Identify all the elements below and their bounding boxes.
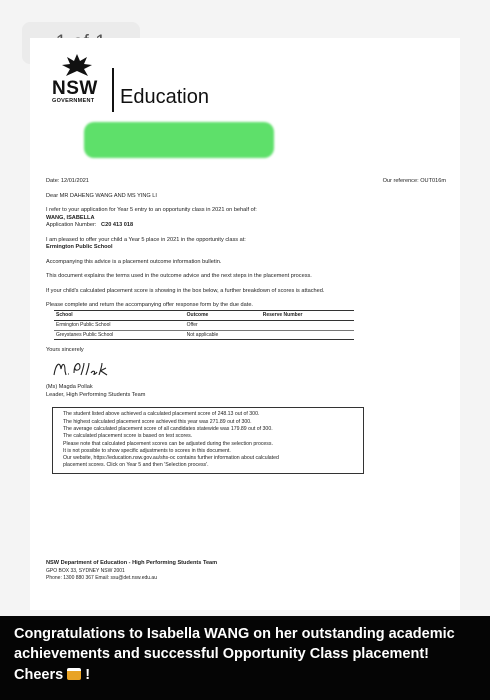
table-header-school: School (54, 311, 185, 321)
letter-salutation: Dear MR DAHENG WANG AND MS YING LI (46, 192, 157, 199)
footer-org: NSW Department of Education - High Performing Students Team (46, 560, 218, 566)
logo-nsw-text: NSW (52, 78, 98, 99)
table-row (54, 330, 354, 340)
nsw-education-logo (52, 52, 232, 112)
footer-address: GPO BOX 33, SYDNEY NSW 2001 (46, 567, 125, 574)
letter-date: Date: 12/01/2021 (46, 178, 89, 184)
logo-education-text: Education (120, 86, 209, 108)
table-cell (261, 330, 354, 340)
score-line: Our website, https://education.nsw.gov.au/shs-oc contains further information about calculated (63, 455, 279, 462)
paragraph-explains: This document explains the terms used in the outcome advice and the next steps in the placement process. (46, 273, 312, 280)
score-line: Please note that calculated placement scores can be adjusted during the selection process. (63, 440, 273, 447)
paragraph-bulletin: Accompanying this advice is a placement outcome information bulletin. (46, 258, 222, 265)
placement-table (54, 310, 354, 340)
table-header-outcome: Outcome (185, 311, 261, 321)
waratah-logo-icon (60, 52, 94, 78)
score-box (52, 407, 364, 473)
caption-text: Congratulations to Isabella WANG on her outstanding academic achievements and successful Opportunity Class placement! Cheers (14, 626, 455, 683)
score-line: The highest calculated placement score achieved this year was 271.89 out of 300. (63, 418, 252, 425)
logo-government-text: GOVERNMENT (52, 98, 95, 104)
table-header-reserve: Reserve Number (261, 311, 354, 321)
application-label: Application Number: (46, 222, 97, 229)
letter-intro: I refer to your application for Year 5 entry to an opportunity class in 2021 on behalf of: (46, 207, 257, 214)
score-line: It is not possible to show specific adjustments to scores in this document. (63, 447, 231, 454)
score-line: The average calculated placement score of all candidates statewide was 179.89 out of 300. (63, 426, 273, 433)
letter-document (30, 38, 460, 610)
caption-end: ! (85, 666, 91, 683)
letter-reference: Our reference: OUT016m (382, 178, 446, 184)
table-cell: Greystanes Public School (54, 330, 185, 340)
signer-title: Leader, High Performing Students Team (46, 391, 146, 398)
score-line: The student listed above achieved a calculated placement score of 248.13 out of 300. (63, 411, 260, 418)
letter-footer (46, 560, 217, 582)
offered-school: Ermington Public School (46, 244, 113, 251)
signer-name: (Ms) Magda Pollak (46, 384, 93, 391)
closing: Yours sincerely (46, 347, 84, 354)
paragraph-score-box: If your child's calculated placement score is showing in the box below, a further breakdown of scores is attached. (46, 287, 325, 294)
logo-divider (112, 68, 114, 112)
redaction-mark (84, 122, 274, 158)
student-name: WANG, ISABELLA (46, 214, 95, 221)
letter-body (46, 178, 446, 474)
score-line: placement scores. Click on Year 5 and then 'Selection process'. (63, 462, 209, 469)
caption-bar (0, 616, 490, 700)
table-cell (261, 320, 354, 330)
table-cell: Not applicable (185, 330, 261, 340)
score-line: The calculated placement score is based on test scores. (63, 433, 193, 440)
table-cell: Offer (185, 320, 261, 330)
footer-contact: Phone: 1300 880 367 Email: ssu@det.nsw.edu.au (46, 574, 157, 581)
signature (50, 359, 110, 379)
offer-text: I am pleased to offer your child a Year 5 place in 2021 in the opportunity class at: (46, 236, 246, 243)
paragraph-response: Please complete and return the accompanying offer response form by the due date. (46, 302, 253, 309)
table-cell: Ermington Public School (54, 320, 185, 330)
application-number: C20 413 018 (101, 222, 134, 229)
table-row (54, 320, 354, 330)
beer-mugs-icon (67, 668, 81, 680)
